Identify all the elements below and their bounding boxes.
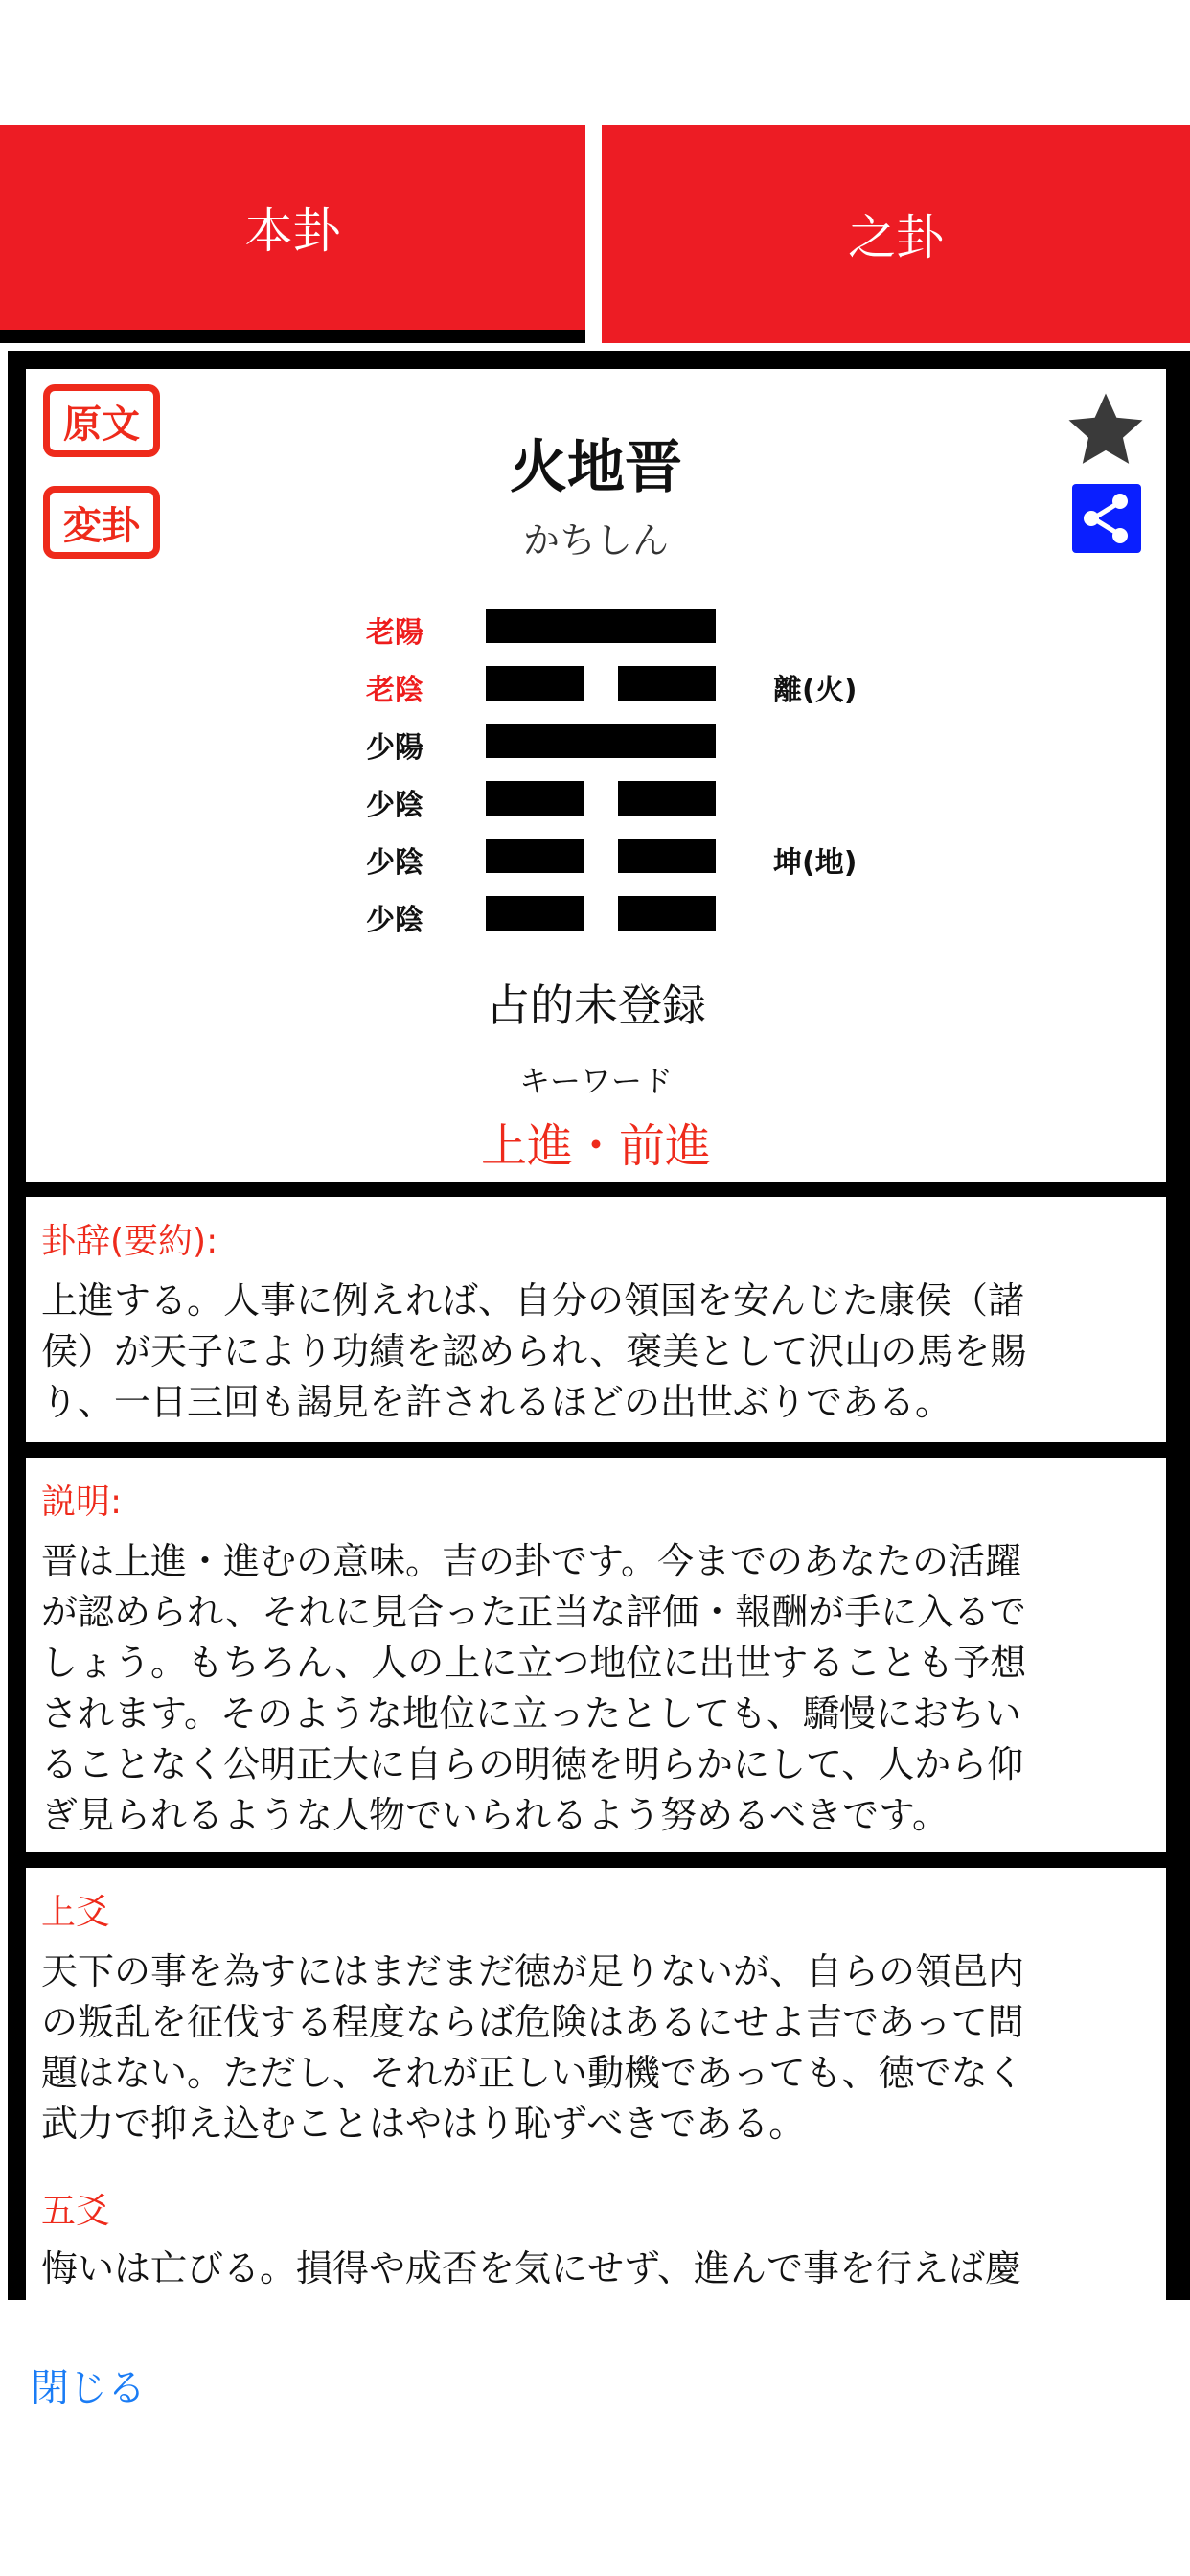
fifth-line-line: 悔いは亡びる。損得や成否を気にせず、進んで事を行えば慶 — [41, 2247, 1021, 2289]
tab-changed-hexagram-label: 之卦 — [848, 210, 944, 265]
line-5-yin-bar-left — [486, 666, 584, 701]
line-4-label: 少陽 — [366, 731, 423, 765]
explanation-line: ることなく公明正大に自らの明徳を明らかにして、人から仰 — [41, 1743, 1024, 1785]
hexagram-card — [26, 369, 1166, 1182]
line-1-yin-bar-left — [486, 896, 584, 931]
line-4-yang-bar — [486, 724, 716, 758]
line-2-label: 少陰 — [366, 846, 423, 880]
lower-trigram-label: 坤(地) — [773, 846, 858, 880]
close-button[interactable]: 閉じる — [31, 2366, 146, 2410]
changed-hexagram-button-label: 変卦 — [63, 503, 140, 548]
tab-selected-indicator — [0, 330, 585, 343]
line-1-yin-bar-right — [618, 896, 716, 931]
explanation-line: が認められ、それに見合った正当な評価・報酬が手に入るで — [41, 1591, 1026, 1633]
line-3-yin-bar-left — [486, 781, 584, 816]
keyword-value: 上進・前進 — [480, 1119, 711, 1173]
fifth-line-body — [41, 2243, 1153, 2294]
share-icon[interactable] — [1072, 484, 1141, 553]
explanation-line: しょう。もちろん、人の上に立つ地位に出世することも予想 — [41, 1642, 1027, 1684]
explanation-line: ぎ見られるような人物でいられるよう努めるべきです。 — [41, 1794, 949, 1836]
line-1-label: 少陰 — [366, 904, 423, 937]
line-5-label: 老陰 — [366, 674, 423, 707]
hexagram-reading: かちしん — [522, 519, 669, 562]
line-3-yin-bar-right — [618, 781, 716, 816]
summary-line: り、一日三回も謁見を許されるほどの出世ぶりである。 — [41, 1381, 952, 1423]
explanation-section — [26, 1458, 1166, 1852]
fifth-line-title: 五爻 — [41, 2192, 111, 2231]
explanation-title: 説明: — [41, 1483, 123, 1522]
upper-trigram-label: 離(火) — [773, 674, 858, 707]
summary-line: 侯）が天子により功績を認められ、褒美として沢山の馬を賜 — [41, 1330, 1027, 1372]
top-line-line: の叛乱を征伐する程度ならば危険はあるにせよ吉であって問 — [41, 2001, 1024, 2043]
tab-changed-hexagram[interactable] — [602, 125, 1190, 343]
summary-section — [26, 1197, 1166, 1442]
star-icon[interactable] — [1064, 388, 1148, 472]
tab-original-hexagram[interactable] — [0, 125, 585, 330]
tab-original-hexagram-label: 本卦 — [244, 203, 341, 259]
line-2-yin-bar-right — [618, 839, 716, 873]
hexagram-tabs — [0, 125, 1190, 345]
line-3-label: 少陰 — [366, 789, 423, 822]
line-5-yin-bar-right — [618, 666, 716, 701]
explanation-body — [41, 1536, 1153, 1841]
explanation-line: 晋は上進・進むの意味。吉の卦です。今までのあなたの活躍 — [41, 1540, 1021, 1582]
summary-line: 上進する。人事に例えれば、自分の領国を安んじた康侯（諸 — [41, 1279, 1025, 1322]
line-6-label: 老陽 — [366, 616, 423, 650]
top-line-line: 題はない。ただし、それが正しい動機であっても、徳でなく — [41, 2052, 1024, 2094]
hexagram-name: 火地晋 — [510, 434, 682, 501]
top-line-title: 上爻 — [41, 1893, 111, 1932]
line-6-yang-bar — [486, 609, 716, 643]
summary-body — [41, 1276, 1153, 1428]
explanation-line: されます。そのような地位に立ったとしても、驕慢におちい — [41, 1692, 1021, 1735]
top-line-line: 天下の事を為すにはまだまだ徳が足りないが、自らの領邑内 — [41, 1950, 1025, 1992]
summary-title: 卦辞(要約): — [41, 1222, 218, 1261]
line-texts-section — [26, 1868, 1166, 2300]
top-line-body — [41, 1946, 1153, 2150]
divination-status: 占的未登録 — [486, 979, 706, 1031]
original-text-button-label: 原文 — [63, 402, 140, 447]
keyword-label: キーワード — [518, 1063, 673, 1099]
top-line-line: 武力で抑え込むことはやはり恥ずべきである。 — [41, 2103, 806, 2145]
line-2-yin-bar-left — [486, 839, 584, 873]
content-frame[interactable] — [8, 351, 1190, 2300]
